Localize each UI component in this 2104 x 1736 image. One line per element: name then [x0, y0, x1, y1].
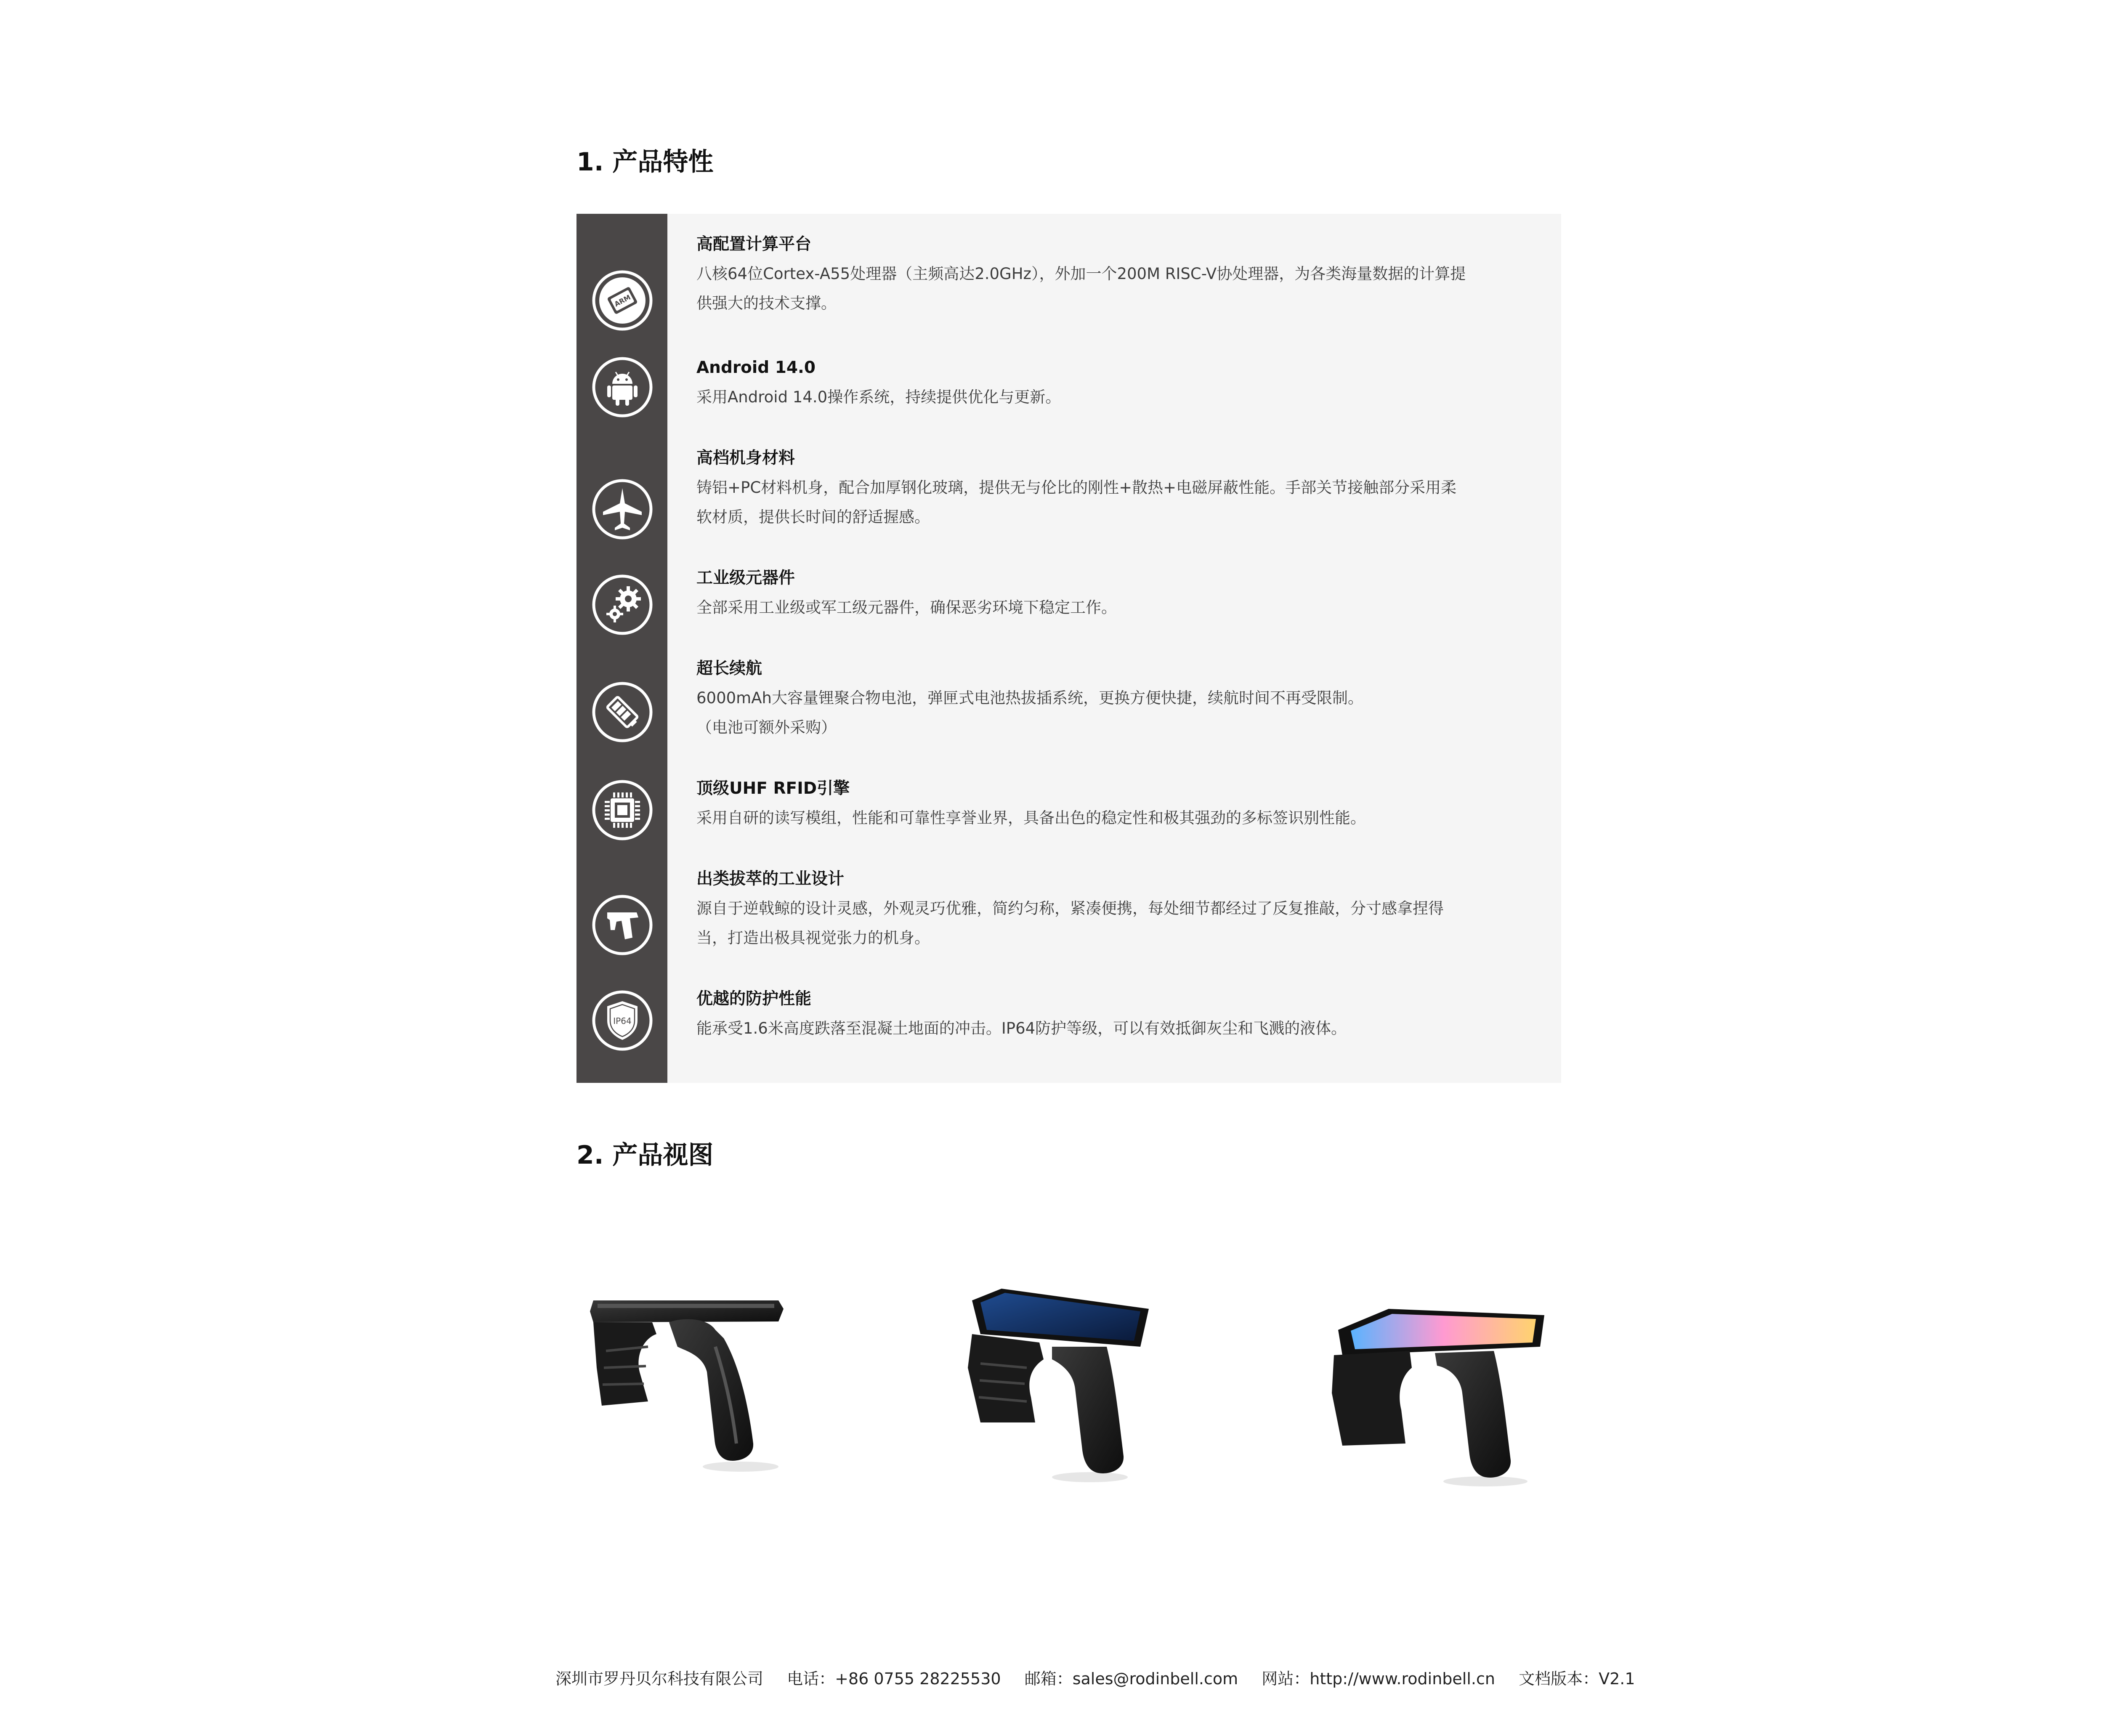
- feature-description: 八核64位Cortex-A55处理器（主频高达2.0GHz），外加一个200M RISC-V协处理器，为各类海量数据的计算提 供强大的技术支撑。: [696, 265, 1466, 312]
- feature-description: 能承受1.6米高度跌落至混凝土地面的冲击。IP64防护等级，可以有效抵御灰尘和飞溅的液体。: [696, 1019, 1347, 1037]
- footer-phone: 电话：+86 0755 28225530: [787, 1670, 1001, 1688]
- section-title-views: 2. 产品视图: [576, 1140, 714, 1170]
- feature-title: 优越的防护性能: [696, 989, 812, 1008]
- footer-email[interactable]: 邮箱：sales@rodinbell.com: [1024, 1670, 1238, 1688]
- jet-icon: [591, 478, 654, 540]
- feature-description: 6000mAh大容量锂聚合物电池，弹匣式电池热拔插系统，更换方便快捷，续航时间不再受限制。 （电池可额外采购）: [696, 689, 1363, 736]
- feature-title: 高配置计算平台: [696, 235, 812, 254]
- footer-company: 深圳市罗丹贝尔科技有限公司: [555, 1670, 764, 1688]
- footer: [555, 1666, 1635, 1689]
- product-views: [576, 1284, 1561, 1502]
- rfid-chip-icon: [591, 779, 654, 841]
- feature-description: 采用自研的读写模组，性能和可靠性享誉业界，具备出色的稳定性和极其强劲的多标签识别性能。: [696, 809, 1366, 827]
- feature-description: 采用Android 14.0操作系统，持续提供优化与更新。: [696, 388, 1061, 406]
- product-image-front: [955, 1284, 1191, 1502]
- feature-title: 高档机身材料: [696, 449, 795, 468]
- feature-title: 工业级元器件: [696, 569, 795, 588]
- features-panel: [576, 214, 1561, 1083]
- feature-description: 全部采用工业级或军工级元器件，确保恶劣环境下稳定工作。: [696, 598, 1117, 617]
- gears-icon: [591, 574, 654, 636]
- section-title-features: 1. 产品特性: [576, 147, 714, 177]
- feature-title: 超长续航: [696, 659, 762, 678]
- footer-website[interactable]: 网站：http://www.rodinbell.cn: [1262, 1670, 1495, 1688]
- feature-description: 铸铝+PC材料机身，配合加厚钢化玻璃，提供无与伦比的刚性+散热+电磁屏蔽性能。手部关节接触部分采用柔 软材质，提供长时间的舒适握感。: [696, 479, 1457, 526]
- feature-title: 顶级UHF RFID引擎: [696, 779, 850, 798]
- product-image-screen: [1326, 1284, 1561, 1502]
- battery-icon: [591, 681, 654, 743]
- footer-version: 文档版本：V2.1: [1519, 1670, 1635, 1688]
- feature-title: Android 14.0: [696, 358, 816, 377]
- feature-description: 源自于逆戟鲸的设计灵感，外观灵巧优雅，简约匀称，紧凑便携，每处细节都经过了反复推敲，分寸感拿捏得 当，打造出极具视觉张力的机身。: [696, 899, 1444, 947]
- ip64-label: IP64: [613, 1016, 632, 1026]
- svg-text:ARM: ARM: [613, 293, 632, 308]
- product-image-side: [581, 1284, 816, 1502]
- arm-chip-icon: [591, 269, 654, 332]
- ip64-shield-icon: [591, 989, 654, 1052]
- feature-title: 出类拔萃的工业设计: [696, 869, 845, 888]
- pistol-grip-icon: [591, 894, 654, 956]
- android-icon: [591, 356, 654, 418]
